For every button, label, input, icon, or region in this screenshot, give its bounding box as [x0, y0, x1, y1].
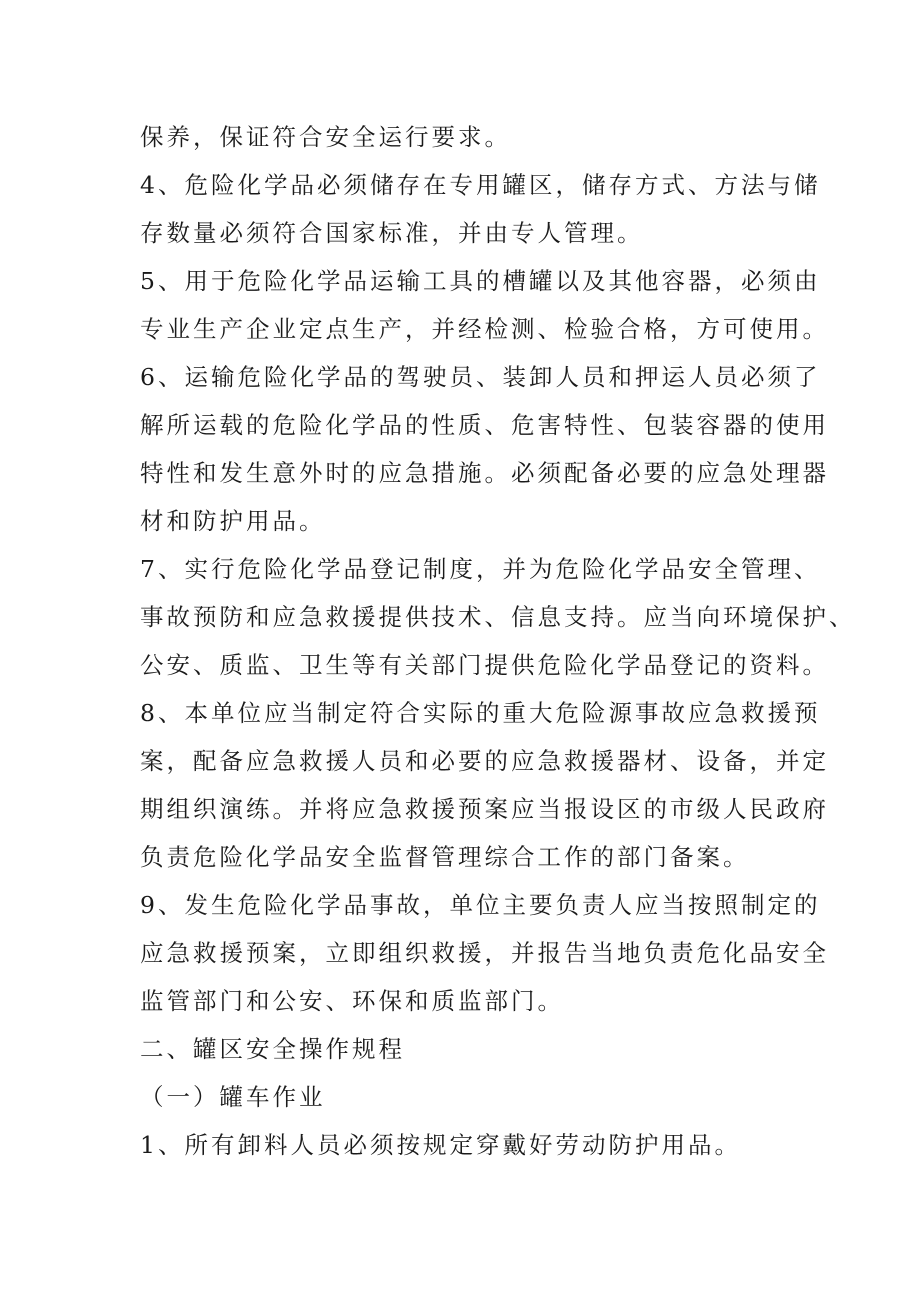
text-line-4: 5、用于危险化学品运输工具的槽罐以及其他容器，必须由 — [140, 267, 821, 295]
text-line-22: 1、所有卸料人员必须按规定穿戴好劳动防护用品。 — [140, 1131, 741, 1159]
text-line-12: 公安、质监、卫生等有关部门提供危险化学品登记的资料。 — [140, 651, 829, 679]
subsection-heading: （一）罐车作业 — [140, 1083, 326, 1111]
text-line-17: 9、发生危险化学品事故，单位主要负责人应当按照制定的 — [140, 891, 821, 919]
text-line-19: 监管部门和公安、环保和质监部门。 — [140, 987, 564, 1015]
text-line-7: 解所运载的危险化学品的性质、危害特性、包装容器的使用 — [140, 411, 829, 439]
text-line-5: 专业生产企业定点生产，并经检测、检验合格，方可使用。 — [140, 315, 829, 343]
text-line-14: 案，配备应急救援人员和必要的应急救援器材、设备，并定 — [140, 747, 829, 775]
text-line-16: 负责危险化学品安全监督管理综合工作的部门备案。 — [140, 843, 750, 871]
text-line-18: 应急救援预案，立即组织救援，并报告当地负责危化品安全 — [140, 939, 829, 967]
text-line-6: 6、运输危险化学品的驾驶员、装卸人员和押运人员必须了 — [140, 363, 821, 391]
text-line-11: 事故预防和应急救援提供技术、信息支持。应当向环境保护、 — [140, 603, 856, 631]
text-line-3: 存数量必须符合国家标准，并由专人管理。 — [140, 219, 644, 247]
text-line-13: 8、本单位应当制定符合实际的重大危险源事故应急救援预 — [140, 699, 821, 727]
text-line-2: 4、危险化学品必须储存在专用罐区，储存方式、方法与储 — [140, 171, 821, 199]
text-line-10: 7、实行危险化学品登记制度，并为危险化学品安全管理、 — [140, 555, 821, 583]
text-line-1: 保养，保证符合安全运行要求。 — [140, 123, 511, 151]
text-line-15: 期组织演练。并将应急救援预案应当报设区的市级人民政府 — [140, 795, 829, 823]
text-line-8: 特性和发生意外时的应急措施。必须配备必要的应急处理器 — [140, 459, 829, 487]
text-line-9: 材和防护用品。 — [140, 507, 326, 535]
section-heading: 二、罐区安全操作规程 — [140, 1035, 405, 1063]
